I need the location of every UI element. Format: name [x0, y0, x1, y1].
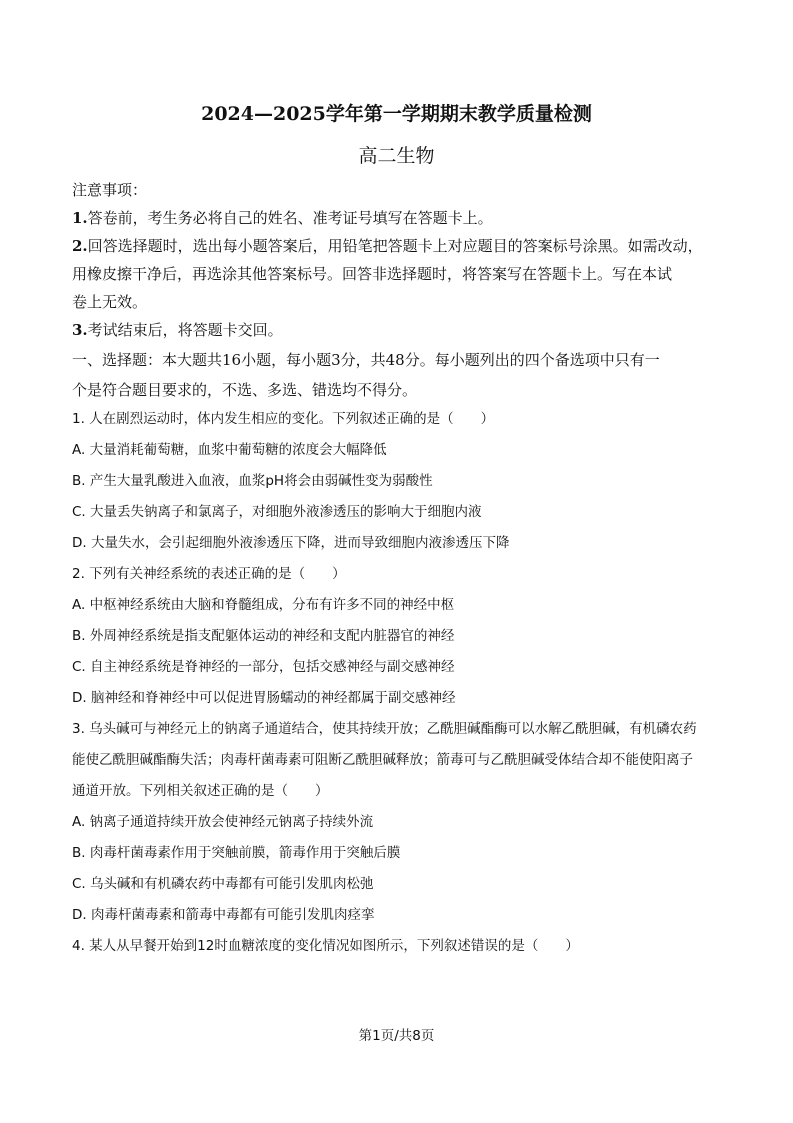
option-c: C. 自主神经系统是脊神经的一部分，包括交感神经与副交感神经 [72, 659, 455, 675]
option-b: B. 产生大量乳酸进入血液，血浆pH将会由弱碱性变为弱酸性 [72, 473, 433, 489]
notice-item-2-line-2: 用橡皮擦干净后，再选涂其他答案标号。回答非选择题时，将答案写在答题卡上。写在本试 [72, 265, 673, 283]
exam-title: 2024—2025学年第一学期期末教学质量检测 [201, 103, 592, 125]
question-stem: 2. 下列有关神经系统的表述正确的是（ ） [72, 566, 346, 582]
question-2 [72, 559, 732, 714]
notice-item-text: 考试结束后，将答题卡交回。 [87, 321, 283, 339]
option-d: D. 大量失水，会引起细胞外液渗透压下降，进而导致细胞内液渗透压下降 [72, 535, 510, 551]
notice-item-2-line-1 [72, 232, 732, 260]
section-line-1: 一、选择题：本大题共16小题，每小题3分，共48分。每小题列出的四个备选项中只有一 [72, 351, 660, 369]
section-line-2: 个是符合题目要求的，不选、多选、错选均不得分。 [72, 381, 418, 399]
exam-subject: 高二生物 [358, 145, 435, 167]
page-number: 第1页/共8页 [358, 1028, 435, 1044]
notice-item-text: 回答选择题时，选出每小题答案后，用铅笔把答题卡上对应题目的答案标号涂黑。如需改动， [87, 237, 703, 255]
question-1 [72, 404, 732, 559]
option-c: C. 大量丢失钠离子和氯离子，对细胞外液渗透压的影响大于细胞内液 [72, 504, 482, 520]
question-stem-line-1: 3. 乌头碱可与神经元上的钠离子通道结合，使其持续开放；乙酰胆碱酯酶可以水解乙酰胆碱，有机磷农药 [72, 721, 697, 737]
question-stem-line-3: 通道开放。下列相关叙述正确的是（ ） [72, 783, 329, 799]
option-a: A. 大量消耗葡萄糖，血浆中葡萄糖的浓度会大幅降低 [72, 442, 387, 458]
notice-item-1 [72, 204, 732, 232]
notice-block [72, 176, 732, 344]
section-instructions [72, 346, 732, 404]
option-a: A. 中枢神经系统由大脑和脊髓组成，分布有许多不同的神经中枢 [72, 597, 455, 613]
option-d: D. 脑神经和脊神经中可以促进胃肠蠕动的神经都属于副交感神经 [72, 690, 456, 706]
notice-item-text: 答卷前，考生务必将自己的姓名、准考证号填写在答题卡上。 [87, 209, 493, 227]
option-b: B. 肉毒杆菌毒素作用于突触前膜，箭毒作用于突触后膜 [72, 845, 401, 861]
option-a: A. 钠离子通道持续开放会使神经元钠离子持续外流 [72, 814, 374, 830]
notice-heading: 注意事项： [72, 181, 148, 199]
notice-item-2-line-3: 卷上无效。 [72, 293, 148, 311]
notice-item-number: 2. [72, 237, 88, 255]
notice-item-number: 1. [72, 209, 88, 227]
question-4 [72, 931, 732, 962]
option-b: B. 外周神经系统是指支配躯体运动的神经和支配内脏器官的神经 [72, 628, 455, 644]
question-stem: 4. 某人从早餐开始到12时血糖浓度的变化情况如图所示，下列叙述错误的是（ ） [72, 938, 579, 954]
exam-content [72, 176, 732, 962]
option-c: C. 乌头碱和有机磷农药中毒都有可能引发肌肉松弛 [72, 876, 374, 892]
question-3 [72, 714, 732, 931]
question-stem-line-2: 能使乙酰胆碱酯酶失活；肉毒杆菌毒素可阻断乙酰胆碱释放；箭毒可与乙酰胆碱受体结合却不能使阳离子 [72, 752, 693, 768]
notice-item-number: 3. [72, 321, 88, 339]
option-d: D. 肉毒杆菌毒素和箭毒中毒都有可能引发肌肉痉挛 [72, 907, 375, 923]
question-stem: 1. 人在剧烈运动时，体内发生相应的变化。下列叙述正确的是（ ） [72, 411, 495, 427]
notice-item-3 [72, 316, 732, 344]
